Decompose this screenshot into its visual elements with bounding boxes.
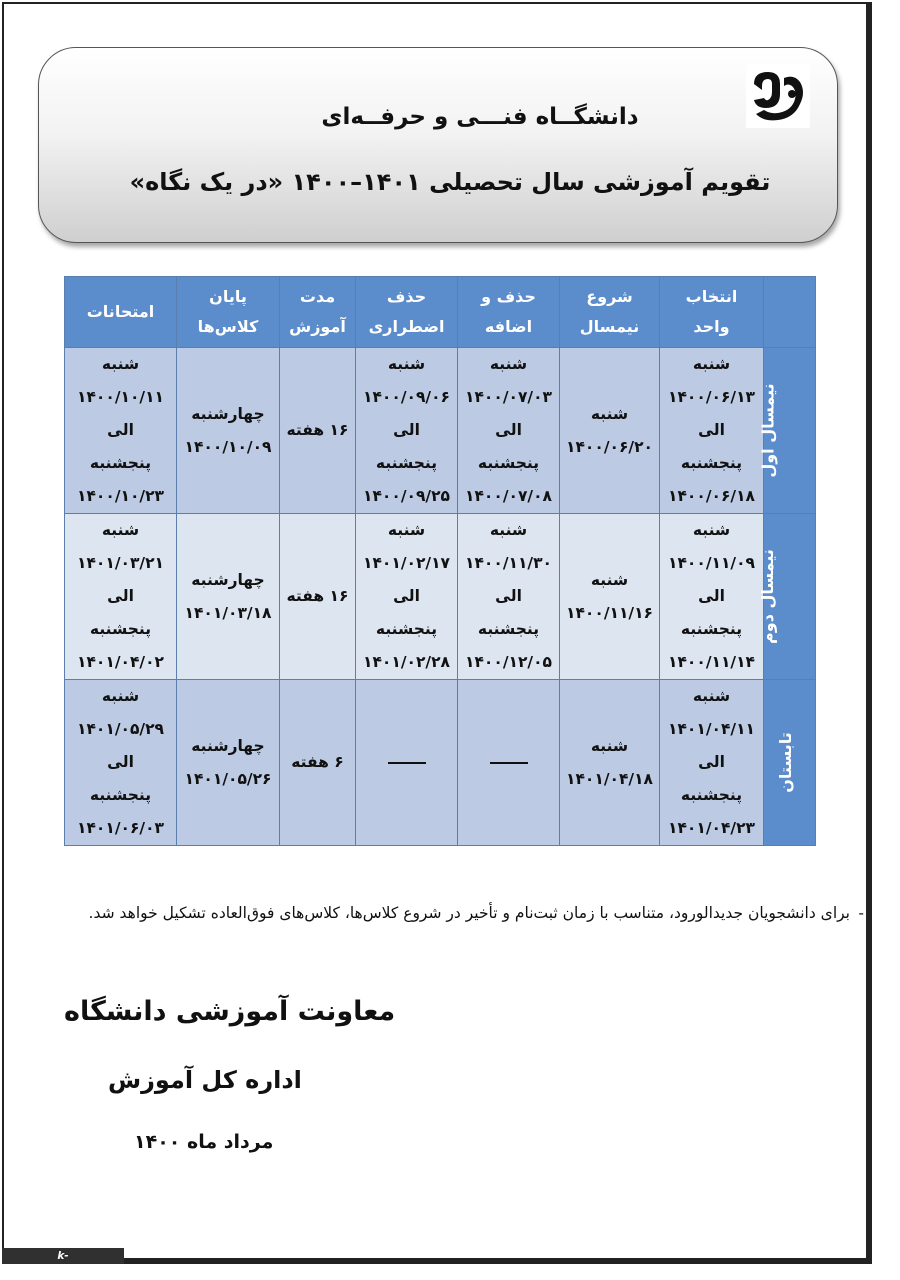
row-label: نیمسال اول (764, 348, 816, 514)
table-row (65, 680, 816, 846)
empty-dash (490, 762, 528, 764)
duration-cell: ۱۶ هفته (280, 514, 356, 680)
col-header-emergency-drop: حذف اضطراری (356, 277, 458, 348)
row-label: نیمسال دوم (764, 514, 816, 680)
classes-end-cell: چهارشنبه ۱۴۰۰/۱۰/۰۹ (177, 348, 280, 514)
note-bullet: - (858, 904, 864, 922)
academic-calendar-table (64, 276, 816, 846)
note-text: برای دانشجویان جدیدالورود، متناسب با زمان ثبت‌نام و تأخیر در شروع کلاس‌ها، کلاس‌های فوق‌العاده تشکیل خواهد شد. (88, 904, 850, 922)
selection-cell: شنبه ۱۴۰۰/۰۶/۱۳ الی پنجشنبه ۱۴۰۰/۰۶/۱۸ (660, 348, 764, 514)
table-row (65, 514, 816, 680)
duration-cell: ۱۶ هفته (280, 348, 356, 514)
col-header-duration: مدت آموزش (280, 277, 356, 348)
selection-cell: شنبه ۱۴۰۰/۱۱/۰۹ الی پنجشنبه ۱۴۰۰/۱۱/۱۴ (660, 514, 764, 680)
header-box (38, 47, 838, 243)
university-name: دانشگــاه فنـــی و حرفــه‌ای (321, 104, 639, 130)
emergency-drop-cell: شنبه ۱۴۰۱/۰۲/۱۷ الی پنجشنبه ۱۴۰۱/۰۲/۲۸ (356, 514, 458, 680)
signature-deputy: معاونت آموزشی دانشگاه (64, 996, 396, 1027)
exams-cell: شنبه ۱۴۰۰/۱۰/۱۱ الی پنجشنبه ۱۴۰۰/۱۰/۲۳ (65, 348, 177, 514)
website-url: k-samangan.nus.ac.ir (2, 1248, 124, 1264)
classes-end-cell: چهارشنبه ۱۴۰۱/۰۵/۲۶ (177, 680, 280, 846)
classes-end-cell: چهارشنبه ۱۴۰۱/۰۳/۱۸ (177, 514, 280, 680)
calendar-title: تقویم آموزشی سال تحصیلی ۱۴۰۱–۱۴۰۰ «در یک نگاه» (129, 168, 771, 196)
selection-cell: شنبه ۱۴۰۱/۰۴/۱۱ الی پنجشنبه ۱۴۰۱/۰۴/۲۳ (660, 680, 764, 846)
add-drop-cell: شنبه ۱۴۰۰/۰۷/۰۳ الی پنجشنبه ۱۴۰۰/۰۷/۰۸ (458, 348, 560, 514)
col-header-classes-end: پایان کلاس‌ها (177, 277, 280, 348)
signature-date: مرداد ماه ۱۴۰۰ (134, 1131, 274, 1153)
duration-cell: ۶ هفته (280, 680, 356, 846)
signature-office: اداره کل آموزش (108, 1066, 302, 1094)
empty-dash (388, 762, 426, 764)
footnote (60, 893, 864, 933)
start-cell: شنبه ۱۴۰۱/۰۴/۱۸ (560, 680, 660, 846)
col-header-start: شروع نیمسال (560, 277, 660, 348)
exams-cell: شنبه ۱۴۰۱/۰۵/۲۹ الی پنجشنبه ۱۴۰۱/۰۶/۰۳ (65, 680, 177, 846)
col-header-exams: امتحانات (65, 277, 177, 348)
start-cell: شنبه ۱۴۰۰/۰۶/۲۰ (560, 348, 660, 514)
emergency-drop-cell: شنبه ۱۴۰۰/۰۹/۰۶ الی پنجشنبه ۱۴۰۰/۰۹/۲۵ (356, 348, 458, 514)
table-row (65, 348, 816, 514)
col-header-add-drop: حذف و اضافه (458, 277, 560, 348)
col-header-selection: انتخاب واحد (660, 277, 764, 348)
emergency-drop-cell (356, 680, 458, 846)
add-drop-cell (458, 680, 560, 846)
row-label: تابستان (764, 680, 816, 846)
exams-cell: شنبه ۱۴۰۱/۰۳/۲۱ الی پنجشنبه ۱۴۰۱/۰۴/۰۲ (65, 514, 177, 680)
start-cell: شنبه ۱۴۰۰/۱۱/۱۶ (560, 514, 660, 680)
table-header-row (65, 277, 816, 348)
add-drop-cell: شنبه ۱۴۰۰/۱۱/۳۰ الی پنجشنبه ۱۴۰۰/۱۲/۰۵ (458, 514, 560, 680)
header-corner (764, 277, 816, 348)
